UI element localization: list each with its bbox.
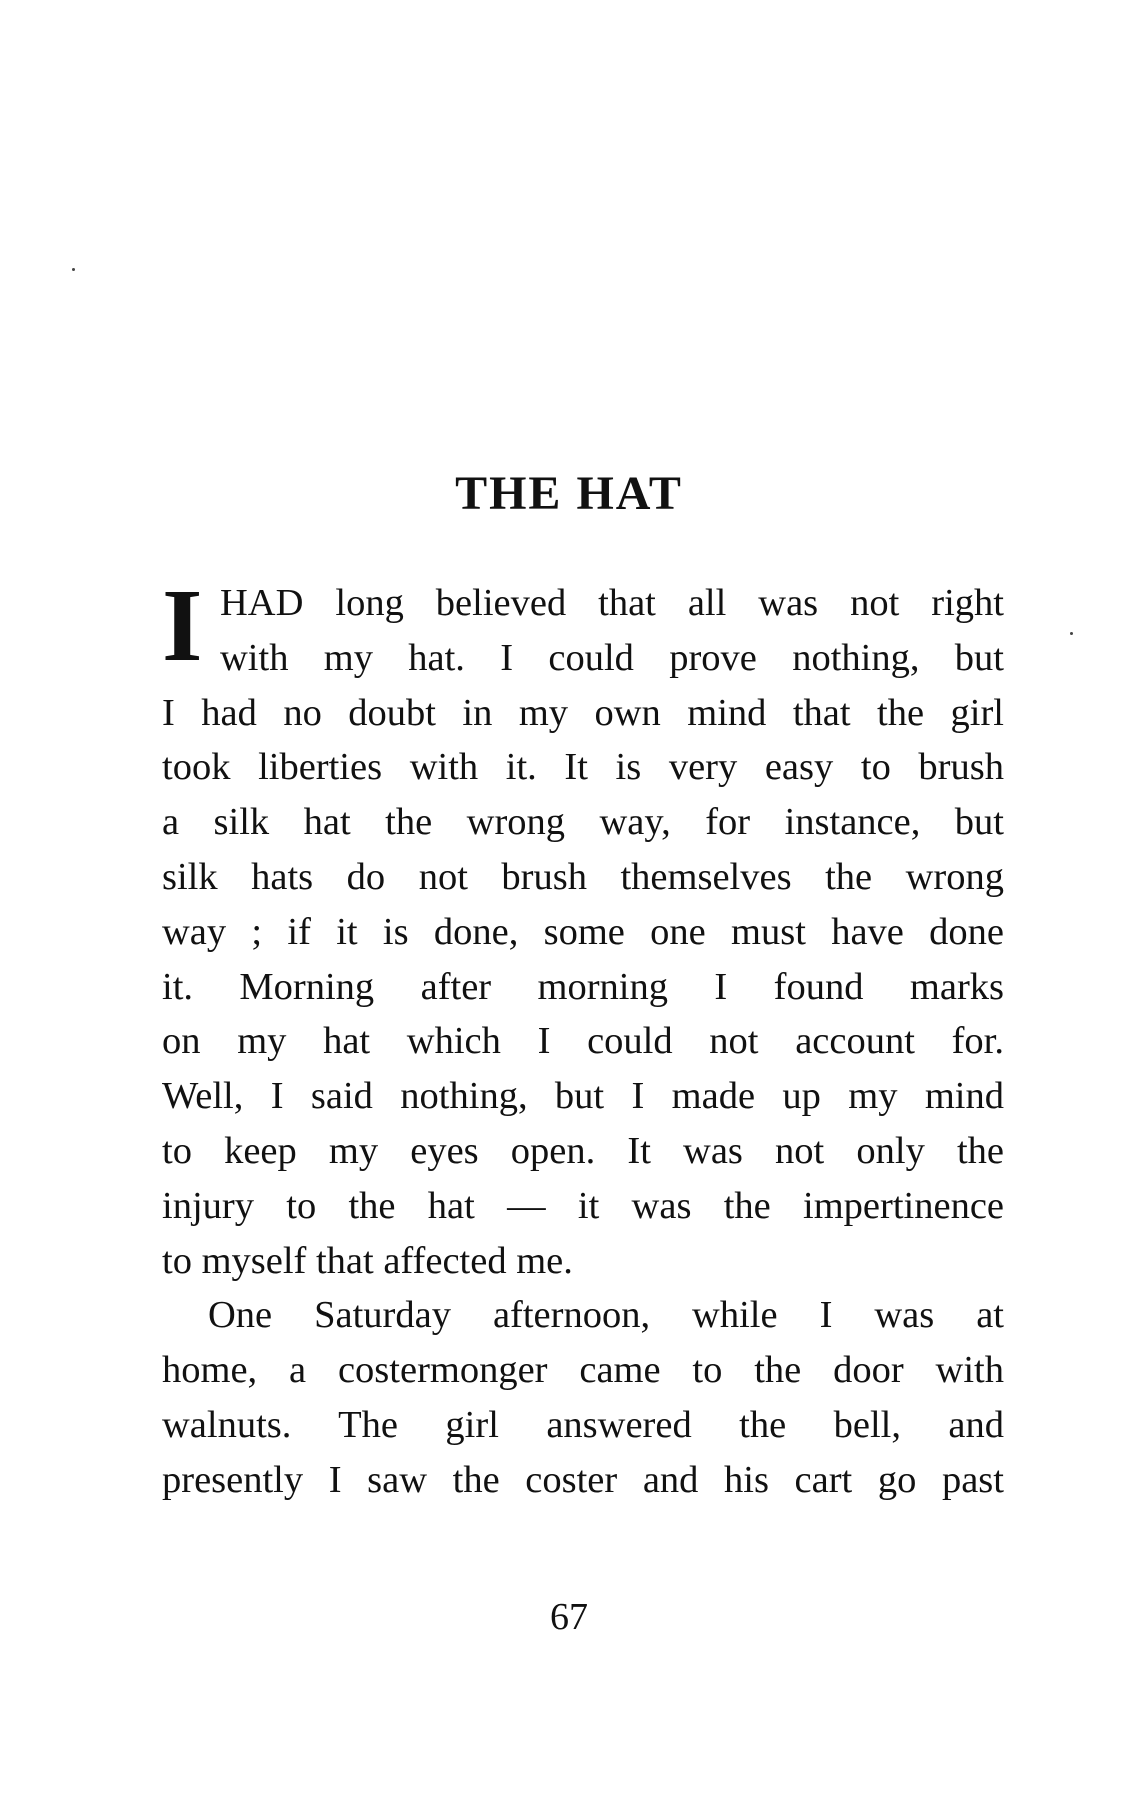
paragraph-2 (162, 1288, 1004, 1507)
text-line: with my hat. I could prove nothing, but (220, 636, 1004, 679)
text-line: injury to the hat — it was the impertinence (162, 1184, 1004, 1227)
text-line: it. Morning after morning I found marks (162, 965, 1004, 1008)
chapter-title: THE HAT (455, 467, 683, 520)
text-line: HAD long believed that all was not right (220, 582, 1004, 624)
text-line: to myself that affected me. (162, 1239, 573, 1282)
text-line: home, a costermonger came to the door with (162, 1349, 1004, 1392)
text-line: a silk hat the wrong way, for instance, but (162, 801, 1004, 844)
print-speck (1070, 632, 1073, 635)
text-line: on my hat which I could not account for. (162, 1020, 1004, 1063)
drop-cap: I (162, 568, 203, 683)
text-line: took liberties with it. It is very easy to brush (162, 746, 1004, 789)
text-line: I had no doubt in my own mind that the girl (162, 691, 1004, 734)
print-speck (72, 268, 75, 271)
text-line: presently I saw the coster and his cart go past (162, 1458, 1004, 1501)
text-line: Well, I said nothing, but I made up my mind (162, 1075, 1004, 1118)
paragraph-1 (162, 568, 1004, 1288)
page-number: 67 (550, 1596, 588, 1638)
text-line: One Saturday afternoon, while I was at (208, 1294, 1004, 1337)
text-line: to keep my eyes open. It was not only the (162, 1129, 1004, 1172)
text-line: silk hats do not brush themselves the wrong (162, 855, 1004, 898)
body-text (162, 568, 1004, 1508)
text-line: way ; if it is done, some one must have done (162, 910, 1004, 953)
text-line: walnuts. The girl answered the bell, and (162, 1403, 1004, 1446)
